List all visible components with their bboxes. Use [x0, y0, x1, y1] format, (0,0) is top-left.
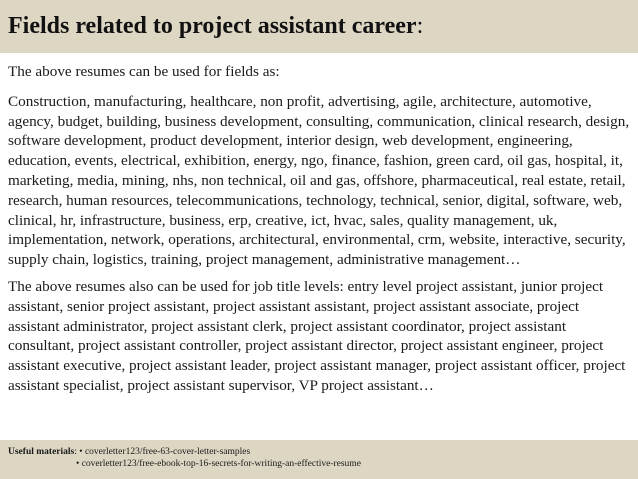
footer-link-cover-letter[interactable]: • coverletter123/free-63-cover-letter-samples [79, 447, 251, 457]
intro-paragraph: The above resumes can be used for fields as: [8, 63, 280, 80]
content-body [8, 62, 634, 403]
page-title-text: Fields related to project assistant career [8, 13, 417, 39]
footer-row-1 [8, 447, 361, 459]
page-title-colon: : [416, 13, 424, 39]
page-title [8, 12, 423, 40]
footer [8, 447, 361, 470]
footer-separator: : [74, 447, 80, 457]
footer-row-2 [8, 459, 361, 471]
fields-paragraph: Construction, manufacturing, healthcare, non profit, advertising, agile, architecture, automotive, agency, budget, building, business development, consulting, communication, clinical research, design, software development, product development, interior design, web development, engineering, education, events, electrical, exhibition, energy, ngo, finance, fashion, green card, oil gas, hospital, it, marketing, media, mining, nhs, non technical, oil and gas, offshore, pharmaceutical, real estate, retail, research, human resources, telecommunications, technology, technical, senior, digital, software, web, clinical, hr, infrastructure, business, erp, creative, ict, hvac, sales, quality management, uk, implementation, network, operations, architectural, environmental, crm, website, interactive, security, supply chain, logistics, training, project management, administrative management… [8, 92, 630, 269]
footer-link-ebook[interactable]: • coverletter123/free-ebook-top-16-secrets-for-writing-an-effective-resume [76, 458, 361, 469]
job-levels-paragraph: The above resumes also can be used for job title levels: entry level project assistant, junior project assistant, senior project assistant, project assistant assistant, project assistant associate, project assistant administrator, project assistant clerk, project assistant coordinator, project assistant consultant, project assistant controller, project assistant director, project assistant engineer, project assistant executive, project assistant leader, project assistant manager, project assistant officer, project assistant specialist, project assistant supervisor, VP project assistant… [8, 277, 626, 394]
footer-label: Useful materials [8, 447, 75, 457]
